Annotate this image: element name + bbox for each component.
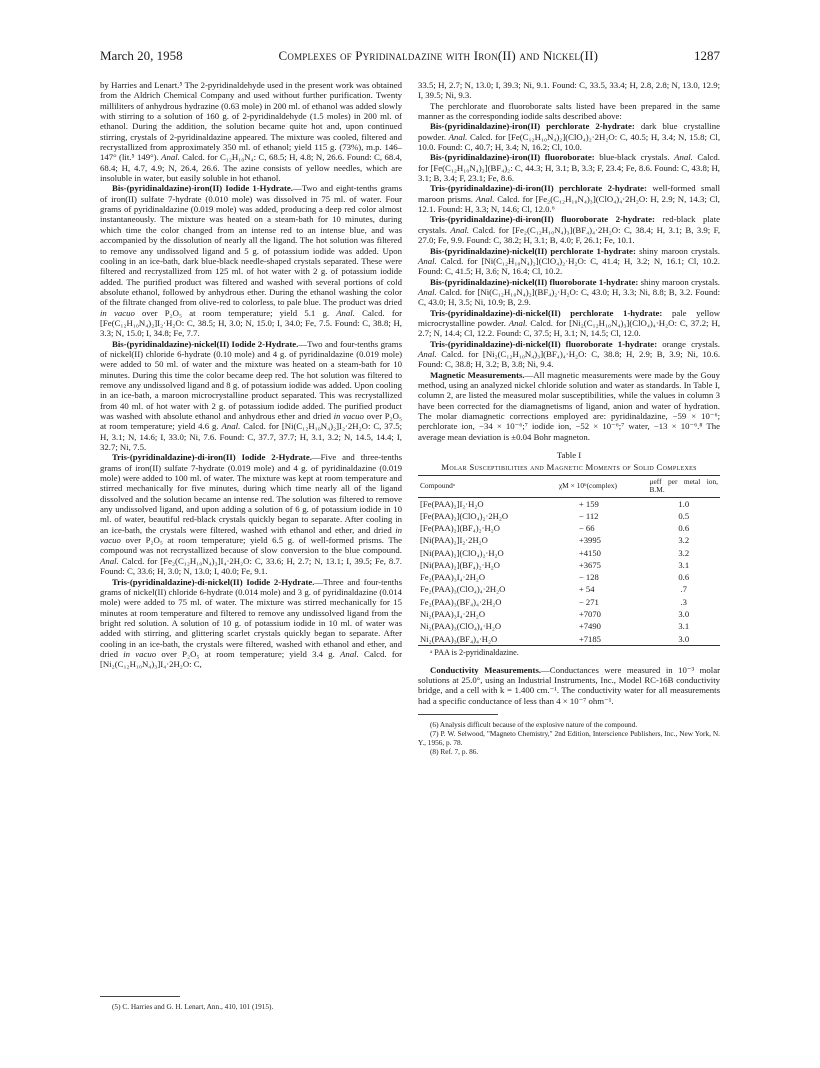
- paragraph-di-iron-iodide: Tris-(pyridinaldazine)-di-iron(II) Iodide 2-Hydrate.—Five and three-tenths grams of iron(II) sulfate 7-hydrate (0.019 mole) and 4 g. of pyridinaldazine (0.019 mole) were added to 100 ml. of water. The mixture was kept at room temperature and stirred mechanically for five minutes, during which time nearly all of the ligand dissolved and the solution became an intense red. The solution was filtered to remove any undissolved ligand, and upon adding a solution of 6 g. of potassium iodide in 10 ml. of water, beautiful red-black crystals quickly began to separate. After cooling in an ice-bath, the crystals were filtered, washed with ethanol and ether, and dried in vacuo over P₂O₅ at room temperature; yield 6.5 g. of well-formed prisms. The compound was not recrystallized because of slow conversion to the blue compound. Anal. Calcd. for [Fe₂(C₁₂H₁₀N₄)₃]I₄·2H₂O: C, 33.6; H, 2.7; N, 13.1; I, 39.5; Fe, 8.7. Found: C, 33.6; H, 3.0; N, 13.0; I, 40.0; Fe, 9.1.: [100, 452, 402, 577]
- table-1: [418, 450, 720, 659]
- compound-entry: Tris-(pyridinaldazine)-di-iron(II) fluoroborate 2-hydrate: red-black plate crystals. Anal. Calcd. for [Fe₂(C₁₂H₁₀N₄)₃](BF₄)₄·2H₂O: C, 38.4; H, 3.1; B, 3.9; F, 27.0; Fe, 9.9. Found: C, 38.2; H, 3.1; B, 4.0; F, 26.1; Fe, 10.1.: [418, 214, 721, 246]
- compound-entry: Tris-(pyridinaldazine)-di-nickel(II) perchlorate 1-hydrate: pale yellow microcrystalline powder. Anal. Calcd. for [Ni₂(C₁₂H₁₀N₄)₃](ClO₄)₄·H₂O: C, 37.2; H, 2.7; N, 14.4; Cl, 12.2. Found: C, 37.5; H, 3.1; N, 14.5; Cl, 12.0.: [418, 307, 721, 339]
- compound-cell: Fe₂(PAA)₃(BF₄)₄·2H₂O: [420, 596, 502, 607]
- compound-entry: Bis-(pyridinaldazine)-iron(II) fluoroborate: blue-black crystals. Anal. Calcd. for [Fe(C₁₂H₁₀N₄)₂](BF₄)₂: C, 44.3; H, 3.1; B, 3.3; F, 23.4; Fe, 8.6. Found: C, 43.8; H, 3.1; B, 3.4; F, 23.1; Fe, 8.6.: [418, 152, 720, 184]
- moment-cell: 3.2: [678, 547, 690, 558]
- susceptibility-cell: +7490: [578, 621, 601, 632]
- running-header: [100, 48, 720, 64]
- left-column: [100, 80, 402, 970]
- compound-entry: Tris-(pyridinaldazine)-di-nickel(II) fluoroborate 1-hydrate: orange crystals. Anal. Calcd. for [Ni₂(C₁₂H₁₀N₄)₃](BF₄)₄·H₂O: C, 38.8; H, 2.9; B, 3.9; Ni, 10.6. Found: C, 38.8; H, 3.2; B, 3.8; Ni, 9.4.: [418, 338, 721, 370]
- moment-cell: .3: [680, 596, 687, 607]
- susceptibility-cell: +7185: [557, 633, 648, 646]
- moment-cell: 0.6: [678, 572, 690, 583]
- compound-cell: Ni₂(PAA)₃I₄·2H₂O: [420, 609, 486, 620]
- table-subcaption: Molar Susceptibilities and Magnetic Moments of Solid Complexes: [441, 462, 697, 473]
- footnote-6: (6) Analysis difficult because of the explosive nature of the compound.: [430, 720, 638, 729]
- susceptibility-cell: +4150: [578, 547, 601, 558]
- table-row: [418, 535, 720, 547]
- header-title: Complexes of Pyridinaldazine with Iron(II) and Nickel(II): [278, 48, 599, 63]
- moment-cell: 1.0: [678, 498, 690, 509]
- paragraph-di-nickel-iodide: Tris-(pyridinaldazine)-di-nickel(II) Iodide 2-Hydrate.—Three and four-tenths grams of nickel(II) chloride 6-hydrate (0.014 mole) and 3 g. of pyridinaldazine (0.014 mole) were added to 75 ml. of water. The mixture was stirred mechanically for 15 minutes at room temperature and filtered to remove any undissolved ligand from the bright red solution. A solution of 10 g. of potassium iodide in 10 ml. of water was added with stirring, and glittering scarlet crystals quickly began to separate. After cooling in an ice-bath, the crystals were filtered, washed with ethanol and ether, and dried in vacuo over P₂O₅ at room temperature; yield 3.4 g. Anal. Calcd. for [Ni₂(C₁₂H₁₀N₄)₃]I₄·2H₂O: C,: [100, 576, 403, 670]
- susceptibility-cell: +3675: [578, 559, 601, 570]
- susceptibility-cell: + 54: [578, 584, 595, 595]
- footnote-rule: [418, 714, 498, 715]
- table-row: [418, 572, 720, 584]
- paragraph-azine-prep: by Harries and Lenart.⁵ The 2-pyridinaldehyde used in the present work was obtained from the Aldrich Chemical Company and used without further purification. Twenty milliliters of anhydrous hydrazine (0.63 mole) in 200 ml. of ethanol was added slowly with stirring to a solution of 160 g. of 2-pyridinaldehyde (1.5 moles) in 200 ml. of ethanol. During the addition, the solution became quite hot and, upon continued stirring, crystals of 2-pyridinaldazine appeared. The mixture was cooled, filtered and recrystallized from approximately 350 ml. of ethanol; yield 115 g. (73%), m.p. 146–147° (lit.⁵ 149°). Anal. Calcd. for C₁₂H₁₀N₄: C, 68.5; H, 4.8; N, 26.6. Found: C, 68.4, 68.4; H, 4.7, 4.9; N, 26.4, 26.6. The azine consists of yellow needles, which are insoluble in water, but easily soluble in hot ethanol.: [100, 80, 402, 184]
- compound-cell: Fe₂(PAA)₃I₄·2H₂O: [420, 572, 486, 583]
- table-caption: Table I: [556, 450, 582, 461]
- moment-cell: 3.0: [678, 609, 690, 620]
- column-header: μeff per metal ion, B.M.: [648, 475, 721, 497]
- table-row: [418, 522, 720, 534]
- footnote-5: (5) C. Harries and G. H. Lenart, Ann., 410, 101 (1915).: [112, 1002, 274, 1011]
- footnote-rule: [100, 996, 180, 997]
- moment-cell: 3.2: [678, 535, 690, 546]
- moment-cell: 0.5: [678, 510, 690, 521]
- compound-entry: Bis-(pyridinaldazine)-nickel(II) perchlorate 1-hydrate: shiny maroon crystals. Anal. Calcd. for [Ni(C₁₂H₁₀N₄)₂](ClO₄)₂·H₂O: C, 41.4; H, 3.2; N, 16.1; Cl, 10.2. Found: C, 41.5; H, 3.6; N, 16.4; Cl, 10.2.: [418, 245, 720, 277]
- compound-cell: Fe₂(PAA)₃(ClO₄)₄·2H₂O: [420, 584, 506, 595]
- table-row: [418, 559, 720, 571]
- table-row: [418, 633, 720, 646]
- table-row: [418, 584, 720, 596]
- table-row: [418, 547, 720, 559]
- footnote-8: (8) Ref. 7, p. 86.: [430, 747, 479, 756]
- table-row: [418, 596, 720, 608]
- section-heading: Bis-(pyridinaldazine)-iron(II) Iodide 1-Hydrate.: [112, 183, 293, 194]
- section-heading: Bis-(pyridinaldazine)-nickel(II) Iodide 2-Hydrate.: [112, 338, 299, 349]
- table-row: [418, 608, 720, 620]
- moment-cell: 0.6: [678, 523, 690, 534]
- table-footnote: ᵃ PAA is 2-pyridinaldazine.: [430, 648, 519, 658]
- compound-cell: [Fe(PAA)₂](BF₄)₂·H₂O: [420, 523, 500, 534]
- susceptibility-cell: − 112: [578, 510, 599, 521]
- table-row: [418, 510, 720, 522]
- compound-cell: Ni₂(PAA)₃(ClO₄)₄·H₂O: [420, 621, 502, 632]
- moment-cell: 3.1: [678, 559, 690, 570]
- table-row: [418, 621, 720, 633]
- compound-cell: Ni₂(PAA)₃(BF₄)₄·H₂O: [418, 633, 557, 646]
- table-header-row: [418, 475, 720, 497]
- right-column: [418, 80, 720, 980]
- compound-cell: [Fe(PAA)₂]I₂·H₂O: [420, 498, 484, 509]
- compound-entry: Bis-(pyridinaldazine)-nickel(II) fluoroborate 1-hydrate: shiny maroon crystals. Anal. Calcd. for [Ni(C₁₂H₁₀N₄)₂](BF₄)₂·H₂O: C, 43.0; H, 3.3; Ni, 8.8; B, 3.2. Found: C, 43.0; H, 3.5; Ni, 10.9; B, 2.9.: [418, 276, 721, 308]
- susceptibility-cell: − 271: [578, 596, 599, 607]
- column-header: χM × 10⁶(complex): [557, 475, 648, 497]
- header-date: March 20, 1958: [100, 48, 183, 63]
- table-body: [418, 497, 720, 645]
- compound-cell: [Ni(PAA)₂]I₂·2H₂O: [420, 535, 488, 546]
- footnote-7: (7) P. W. Selwood, "Magneto Chemistry," 2nd Edition, Interscience Publishers, Inc., New York, N. Y., 1956, p. 78.: [418, 729, 720, 747]
- table-row: [418, 497, 720, 510]
- moment-cell: .7: [680, 584, 687, 595]
- susceptibility-cell: + 159: [578, 498, 599, 509]
- section-heading: Tris-(pyridinaldazine)-di-nickel(II) Iodide 2-Hydrate.: [112, 576, 315, 587]
- section-heading: Tris-(pyridinaldazine)-di-iron(II) Iodide 2-Hydrate.: [112, 452, 312, 463]
- paragraph-magnetic: Magnetic Measurements.—All magnetic measurements were made by the Gouy method, using an analyzed nickel chloride solution and water as standards. In Table I, column 2, are listed the measured molar susceptibilities, while the values in column 3 have been corrected for the diamagnetisms of ligand, anion and water of hydration. The molar diamagnetic corrections employed are: pyridinaldazine, −59 × 10⁻⁶; perchlorate ion, −34 × 10⁻⁶;⁷ iodide ion, −52 × 10⁻⁶;⁷ water, −13 × 10⁻⁶.⁸ The average mean deviation is ±0.04 Bohr magneton.: [418, 369, 720, 442]
- compound-entry: Bis-(pyridinaldazine)-iron(II) perchlorate 2-hydrate: dark blue crystalline powder. Anal. Calcd. for [Fe(C₁₂H₁₀N₄)₂](ClO₄)₂·2H₂O: C, 40.5; H, 3.4; N, 15.8; Cl, 10.0. Found: C, 40.7; H, 3.4; N, 16.2; Cl, 10.0.: [418, 121, 721, 153]
- compound-cell: [Ni(PAA)₂](ClO₄)₂·H₂O: [420, 547, 504, 558]
- paragraph-salts-intro: The perchlorate and fluoroborate salts listed have been prepared in the same manner as the corresponding iodide salts described above:: [418, 100, 720, 122]
- susceptibility-cell: +7070: [578, 609, 601, 620]
- susceptibility-cell: +3995: [578, 535, 601, 546]
- left-footnotes: [100, 988, 402, 1011]
- paragraph-continued: 33.5; H, 2.7; N, 13.0; I, 39.3; Ni, 9.1. Found: C, 33.5, 33.4; H, 2.8, 2.8; N, 13.0, 12.9; I, 39.5; Ni, 9.3.: [418, 80, 720, 101]
- moment-cell: 3.0: [648, 633, 721, 646]
- column-header: Compoundᵃ: [418, 475, 557, 497]
- page-number: 1287: [693, 48, 720, 63]
- compound-cell: [Fe(PAA)₂](ClO₄)₂·2H₂O: [420, 510, 509, 521]
- susceptibility-table: [418, 475, 720, 647]
- paragraph-fe-iodide: Bis-(pyridinaldazine)-iron(II) Iodide 1-Hydrate.—Two and eight-tenths grams of iron(II) sulfate 7-hydrate (0.010 mole) was dissolved in 75 ml. of water. Four grams of pyridinaldazine (0.019 mole) was added, producing a deep red color almost instantaneously. The mixture was heated on a steam-bath for 10 minutes, during which time the color changed from an intense red to an intense blue, and was accompanied by the dissolution of nearly all the ligand. The hot solution was filtered to remove any undissolved ligand and 5 g. of potassium iodide was added. Upon cooling in an ice-bath, dark blue-black needle-shaped crystals separated. These were filtered and recrystallized from 125 ml. of hot water with 2 g. of potassium iodide added. The purified product was filtered and washed with several portions of cold absolute ethanol, followed by anhydrous ether. During the ethanol washing the color of the filtrate changed from olive-red to colorless, to pale blue. The product was dried in vacuo over P₂O₅ at room temperature; yield 5.1 g. Anal. Calcd. for [Fe(C₁₂H₁₀N₄)₂]I₂·H₂O: C, 38.5; H, 3.0; N, 15.0; I, 34.0; Fe, 7.5. Found: C, 38.8; H, 3.3; N, 15.0; I, 34.8; Fe, 7.7.: [100, 183, 403, 339]
- susceptibility-cell: − 128: [578, 572, 599, 583]
- paragraph-conductivity: Conductivity Measurements.—Conductances were measured in 10⁻³ molar solutions at 25.0°, using an Industrial Instruments, Inc., Model RC-16B conductivity bridge, and a cell with k = 1.400 cm.⁻¹. The conductivity water for all measurements had a specific conductance of less than 4 × 10⁻⁷ ohm⁻¹.: [418, 664, 720, 706]
- paragraph-ni-iodide: Bis-(pyridinaldazine)-nickel(II) Iodide 2-Hydrate.—Two and four-tenths grams of nickel(II) chloride 6-hydrate (0.10 mole) and 4 g. of pyridinaldazine (0.019 mole) were added to 50 ml. of water and the mixture was heated on a steam-bath for 10 minutes. During this time the color became deep red. The hot solution was filtered to remove any undissolved ligand and 8 g. of potassium iodide was added. Upon cooling in an ice-bath, a maroon microcrystalline product separated. This was recrystallized from 40 ml. of hot water with 2 g. of potassium iodide added. The purified product was washed with absolute ethanol and anhydrous ether and dried in vacuo over P₂O₅ at room temperature; yield 4.6 g. Anal. Calcd. for [Ni(C₁₂H₁₀N₄)₂]I₂·2H₂O: C, 37.5; H, 3.1; N, 14.6; I, 33.0; Ni, 7.6. Found: C, 37.7, 37.7; H, 3.1, 3.2; N, 14.5, 14.4; I, 32.7; Ni, 7.5.: [100, 338, 403, 453]
- susceptibility-cell: − 66: [578, 523, 595, 534]
- moment-cell: 3.1: [678, 621, 690, 632]
- compound-cell: [Ni(PAA)₂](BF₄)₂·H₂O: [420, 559, 500, 570]
- compound-entry: Tris-(pyridinaldazine)-di-iron(II) perchlorate 2-hydrate: well-formed small maroon prisms. Anal. Calcd. for [Fe₂(C₁₂H₁₀N₄)₃](ClO₄)₄·2H₂O: H, 2.9; N, 14.3; Cl, 12.1. Found: H, 3.3; N, 14.6; Cl, 12.0.⁶: [418, 183, 720, 215]
